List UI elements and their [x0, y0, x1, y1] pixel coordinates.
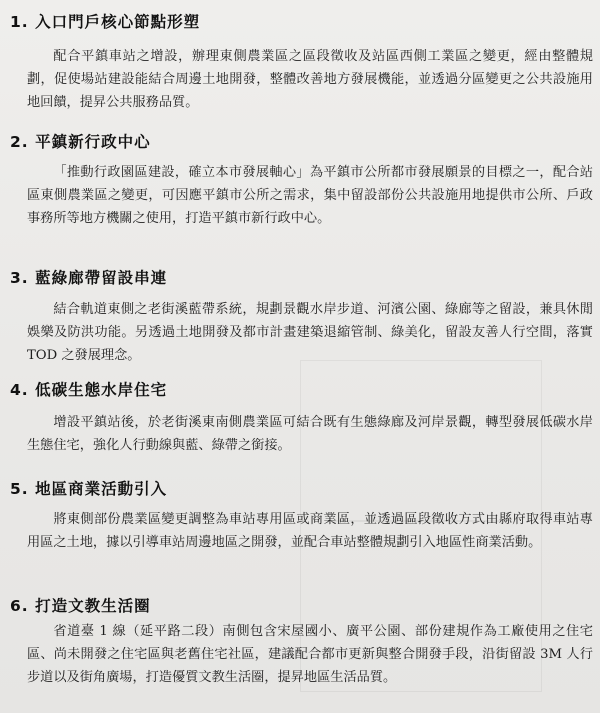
section-body: 「推動行政園區建設，確立本市發展軸心」為平鎮市公所都市發展願景的目標之一，配合站區東側農業區之變更，可因應平鎮市公所之需求，集中留設部份公共設施用地提供市公所、戶政事務所等地方機關之使用，打造平鎮市新行政中心。: [27, 165, 593, 226]
section-body: 增設平鎮站後，於老街溪東南側農業區可結合既有生態綠廊及河岸景觀，轉型發展低碳水岸生態住宅，強化人行動線與藍、綠帶之銜接。: [27, 415, 593, 453]
section-heading: 4. 低碳生態水岸住宅: [10, 381, 168, 399]
section-heading: 2. 平鎮新行政中心: [10, 133, 151, 151]
section-heading: 6. 打造文教生活圈: [10, 597, 151, 615]
section-body: 配合平鎮車站之增設，辦理東側農業區之區段徵收及站區西側工業區之變更，經由整體規劃，促使場站建設能結合周邊土地開發，整體改善地方發展機能，並透過分區變更之公共設施用地回饋，提昇公共服務品質。: [27, 49, 593, 110]
section-body: 省道臺 1 線（延平路二段）南側包含宋屋國小、廣平公園、部份建規作為工廠使用之住宅區、尚未開發之住宅區與老舊住宅社區，建議配合都市更新與整合開發手段，沿街留設 3M 人行步道以及街角廣場，打造優質文教生活圈，提昇地區生活品質。: [27, 624, 593, 685]
section-body: 將東側部份農業區變更調整為車站專用區或商業區，並透過區段徵收方式由縣府取得車站專用區之土地，據以引導車站周邊地區之開發，並配合車站整體規劃引入地區性商業活動。: [27, 512, 593, 550]
section-heading: 1. 入口門戶核心節點形塑: [10, 13, 201, 31]
section-body: 結合軌道東側之老街溪藍帶系統，規劃景觀水岸步道、河濱公園、綠廊等之留設，兼具休閒娛樂及防洪功能。另透過土地開發及都市計畫建築退縮管制、綠美化，留設友善人行空間，落實 TOD 之發展理念。: [27, 302, 593, 363]
section-heading: 5. 地區商業活動引入: [10, 480, 168, 498]
section-heading: 3. 藍綠廊帶留設串連: [10, 269, 168, 287]
